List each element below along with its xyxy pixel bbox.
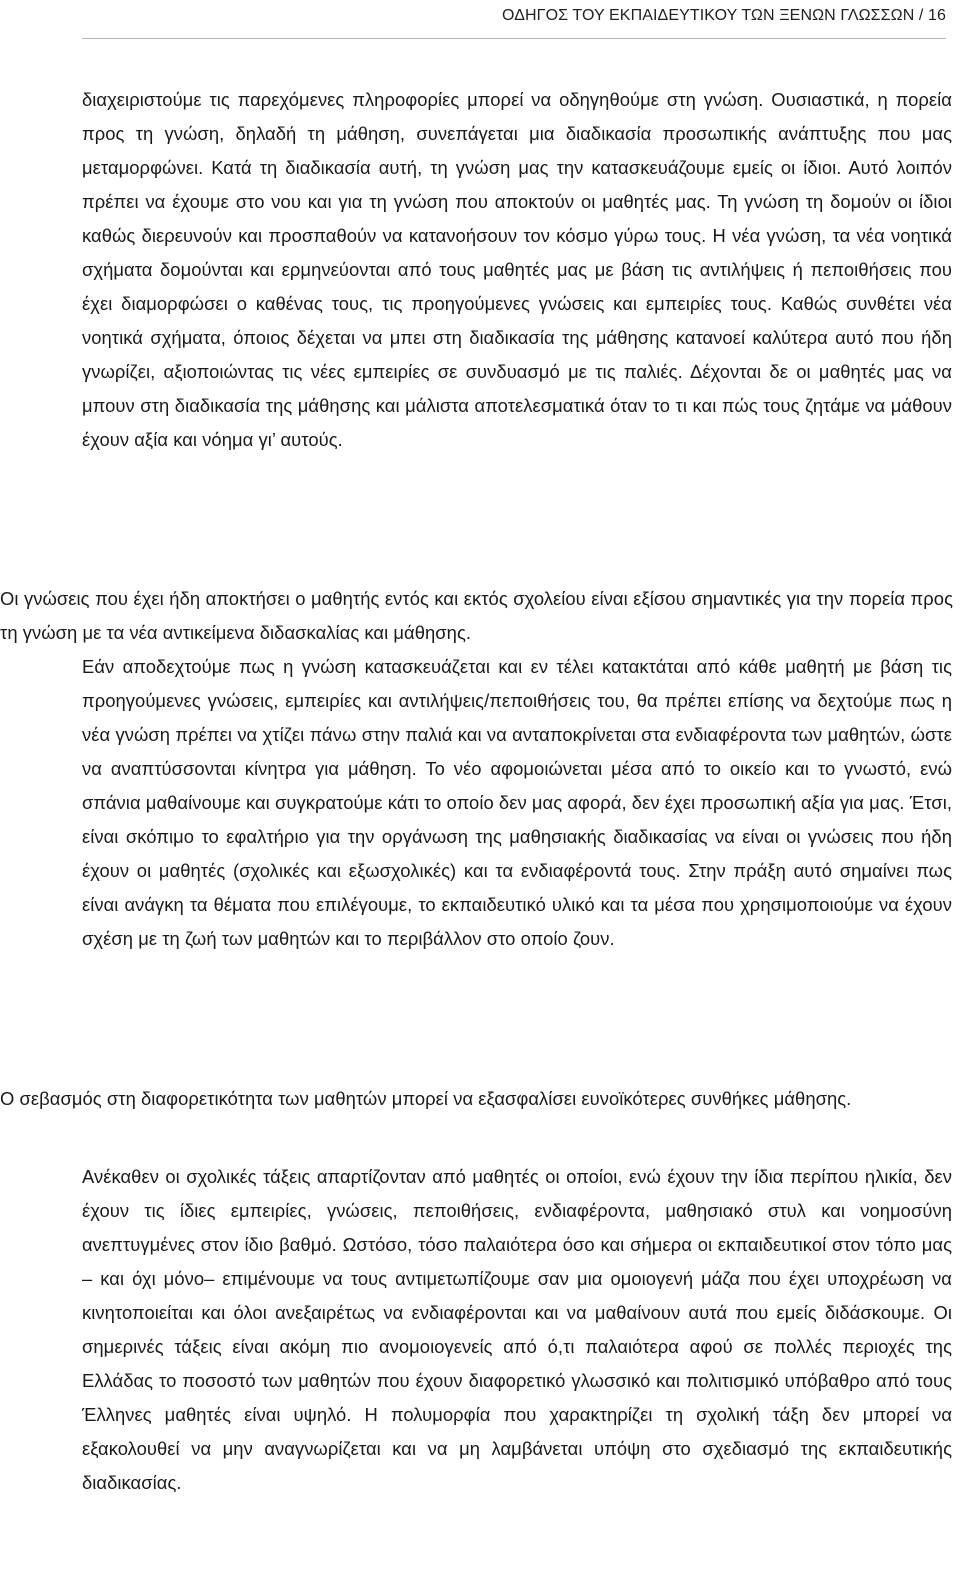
body-paragraph-3: Ανέκαθεν οι σχολικές τάξεις απαρτίζονταν από μαθητές οι οποίοι, ενώ έχουν την ίδια περίπου ηλικία, δεν έχουν τις ίδιες εμπειρίες, γνώσεις, πεποιθήσεις, ενδιαφέροντα, μαθησιακό στυλ και νοημοσύνη ανεπτυγμένες στον ίδιο βαθμό. Ωστόσο, τόσο παλαιότερα όσο και σήμερα οι εκπαιδευτικοί στον τόπο μας – και όχι μόνο– επιμένουμε να τους αντιμετωπίζουμε σαν μια ομοιογενή μάζα που έχει υποχρέωση να κινητοποιείται και όλοι ανεξαιρέτως να ενδιαφέρονται και να μαθαίνουν αυτά που εμείς διδάσκουμε. Οι σημερινές τάξεις είναι ακόμη πιο ανομοιογενείς από ό,τι παλαιότερα αφού σε πολλές περιοχές της Ελλάδας το ποσοστό των μαθητών που έχουν διαφορετικό γλωσσικό και πολιτισμικό υπόβαθρο από τους Έλληνες μαθητές είναι υψηλό. Η πολυμορφία που χαρακτηρίζει τη σχολική τάξη δεν μπορεί να εξακολουθεί να μην αναγνωρίζεται και να μη λαμβάνεται υπόψη στο σχεδιασμό της εκπαιδευτικής διαδικασίας.	[82, 1166, 952, 1493]
header-divider	[82, 38, 946, 39]
body-paragraph-2: Εάν αποδεχτούμε πως η γνώση κατασκευάζεται και εν τέλει κατακτάται από κάθε μαθητή με βάση τις προηγούμενες γνώσεις, εμπειρίες και αντιλήψεις/πεποιθήσεις του, θα πρέπει επίσης να δεχτούμε πως η νέα γνώση πρέπει να χτίζει πάνω στην παλιά και να ανταποκρίνεται στα ενδιαφέροντα των μαθητών, ώστε να αναπτύσσονται κίνητρα για μάθηση. Το νέο αφομοιώνεται μέσα από το οικείο και το γνωστό, ενώ σπάνια μαθαίνουμε και συγκρατούμε κάτι το οποίο δεν μας αφορά, δεν έχει προσωπική αξία για μας. Έτσι, είναι σκόπιμο το εφαλτήριο για την οργάνωση της μαθησιακής διαδικασίας να είναι οι γνώσεις που ήδη έχουν οι μαθητές (σχολικές και εξωσχολικές) και τα ενδιαφέροντά τους. Στην πράξη αυτό σημαίνει πως είναι ανάγκη τα θέματα που επιλέγουμε, το εκπαιδευτικό υλικό και τα μέσα που χρησιμοποιούμε να έχουν σχέση με τη ζωή των μαθητών και το περιβάλλον στο οποίο ζουν.	[82, 656, 952, 949]
running-header: ΟΔΗΓΟΣ ΤΟΥ ΕΚΠΑΙΔΕΥΤΙΚΟΥ ΤΩΝ ΞΕΝΩΝ ΓΛΩΣΣΩΝ / 16	[502, 7, 946, 24]
body-paragraph-1: διαχειριστούμε τις παρεχόμενες πληροφορίες μπορεί να οδηγηθούμε στη γνώση. Ουσιαστικά, η πορεία προς τη γνώση, δηλαδή τη μάθηση, συνεπάγεται μια διαδικασία προσωπικής ανάπτυξης που μας μεταμορφώνει. Κατά τη διαδικασία αυτή, τη γνώση μας την κατασκευάζουμε εμείς οι ίδιοι. Αυτό λοιπόν πρέπει να έχουμε στο νου και για τη γνώση που αποκτούν οι μαθητές μας. Τη γνώση τη δομούν οι ίδιοι καθώς διερευνούν και προσπαθούν να κατανοήσουν τον κόσμο γύρω τους. Η νέα γνώση, τα νέα νοητικά σχήματα δομούνται και ερμηνεύονται από τους μαθητές μας με βάση τις αντιλήψεις ή πεποιθήσεις που έχει διαμορφώσει ο καθένας τους, τις προηγούμενες γνώσεις και εμπειρίες τους. Καθώς συνθέτει νέα νοητικά σχήματα, όποιος δέχεται να μπει στη διαδικασία της μάθησης κατανοεί καλύτερα αυτό που ήδη γνωρίζει, αξιοποιώντας τις νέες εμπειρίες σε συνδυασμό με τις παλιές. Δέχονται δε οι μαθητές μας να μπουν στη διαδικασία της μάθησης και μάλιστα αποτελεσματικά όταν το τι και πώς τους ζητάμε να μάθουν έχουν αξία και νόημα γι’ αυτούς.	[82, 89, 952, 450]
principle-statement-2: Ο σεβασμός στη διαφορετικότητα των μαθητών μπορεί να εξασφαλίσει ευνοϊκότερες συνθήκες μάθησης.	[0, 1088, 852, 1109]
principle-statement-1: Οι γνώσεις που έχει ήδη αποκτήσει ο μαθητής εντός και εκτός σχολείου είναι εξίσου σημαντικές για την πορεία προς τη γνώση με τα νέα αντικείμενα διδασκαλίας και μάθησης.	[0, 588, 953, 643]
